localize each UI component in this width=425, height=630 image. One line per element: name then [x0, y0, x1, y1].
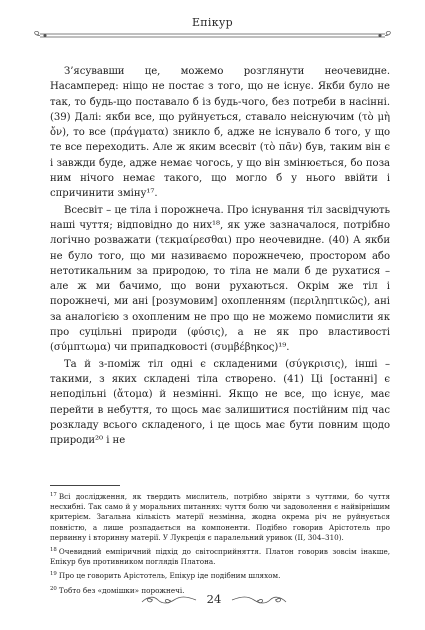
footnote: $^{17}$ Всі дослідження, як твердить мислитель, потрібно звіряти з чуттями, бо чуття несхибні. Так само й у моральних питаннях: чуття болю чи задоволення є найвірнішим критерієм. Загальна кількість матерії незмінна, жодна окрема річ не руйнується повністю, а лише розпадається на компоненти. Подібно говорив Арістотель про первинну і вторинну матерії. У Лукреція є паралельний уривок (II, 304–310). [50, 492, 390, 542]
double-swirl-rule-icon [32, 30, 393, 42]
footnote: $^{18}$ Очевидний емпіричний підхід до світосприйняття. Платон говорив зовсім інакше, Епікур був противником поглядів Платона. [50, 547, 390, 567]
swirl-flourish-icon [140, 594, 198, 606]
paragraph: Всесвіт – це тіла і порожнеча. Про існування тіл засвідчують наші чуття; відповідно до них¹⁸, як уже зазначалося, потрібно логічно розважати (τεκμαίρεσθαι) про неочевидне. (40) А якби не було того, що ми називаємо порожнечею, простором або нетотикальним за природою, то тіла не мали б де рухатися – але ж ми бачимо, що вони рухаються. Окрім же тіл і порожнечі, ми ані [розумовим] охопленням (περιληπτικῶς), ані за аналогією з охопленим не про що не можемо помислити як про суцільні природи (φύσις), а не як про властивості (σύμπτωμα) чи припадковості (συμβέβηκος)¹⁹. [50, 204, 390, 354]
footnote-divider [50, 485, 120, 486]
swirl-flourish-icon [230, 594, 288, 606]
page-number: 24 [206, 592, 222, 606]
running-head: Епікур [191, 16, 234, 29]
footnote: $^{19}$ Про це говорить Арістотель, Епікур іде подібним шляхом. [50, 571, 281, 581]
paragraph: Та й з-поміж тіл одні є складеними (σύγκρισις), інші – такими, з яких складені тіла створено. (41) Ці [останні] є неподільні (ἄτομα) й незмінні. Якщо не все, що існує, має перейти в небуття, то щось має залишитися постійним під час розкладу всього складеного, і це щось має бути повним щодо природи²⁰ і не [50, 358, 390, 447]
footnote: $^{20}$ Тобто без «домішки» порожнечі. [50, 585, 185, 595]
footnotes [50, 490, 390, 598]
main-text [50, 64, 390, 448]
paragraph: З’ясувавши це, можемо розглянути неочевидне. Насамперед: ніщо не постає з того, що не існує. Якби було не так, то будь-що поставало б із будь-чого, без потреби в насінні. (39) Далі: якби все, що руйнується, ставало неіснуючим (τὸ μὴ ὄν), то все (πράγματα) зникло б, адже не існувало б того, у що те все переходить. Але ж яким всесвіт (τὸ πᾶν) був, таким він є і завжди буде, адже немає чогось, у що він змінюється, бо поза ним нічого немає такого, що могло б у нього ввійти і спричинити зміну¹⁷. [50, 66, 390, 200]
